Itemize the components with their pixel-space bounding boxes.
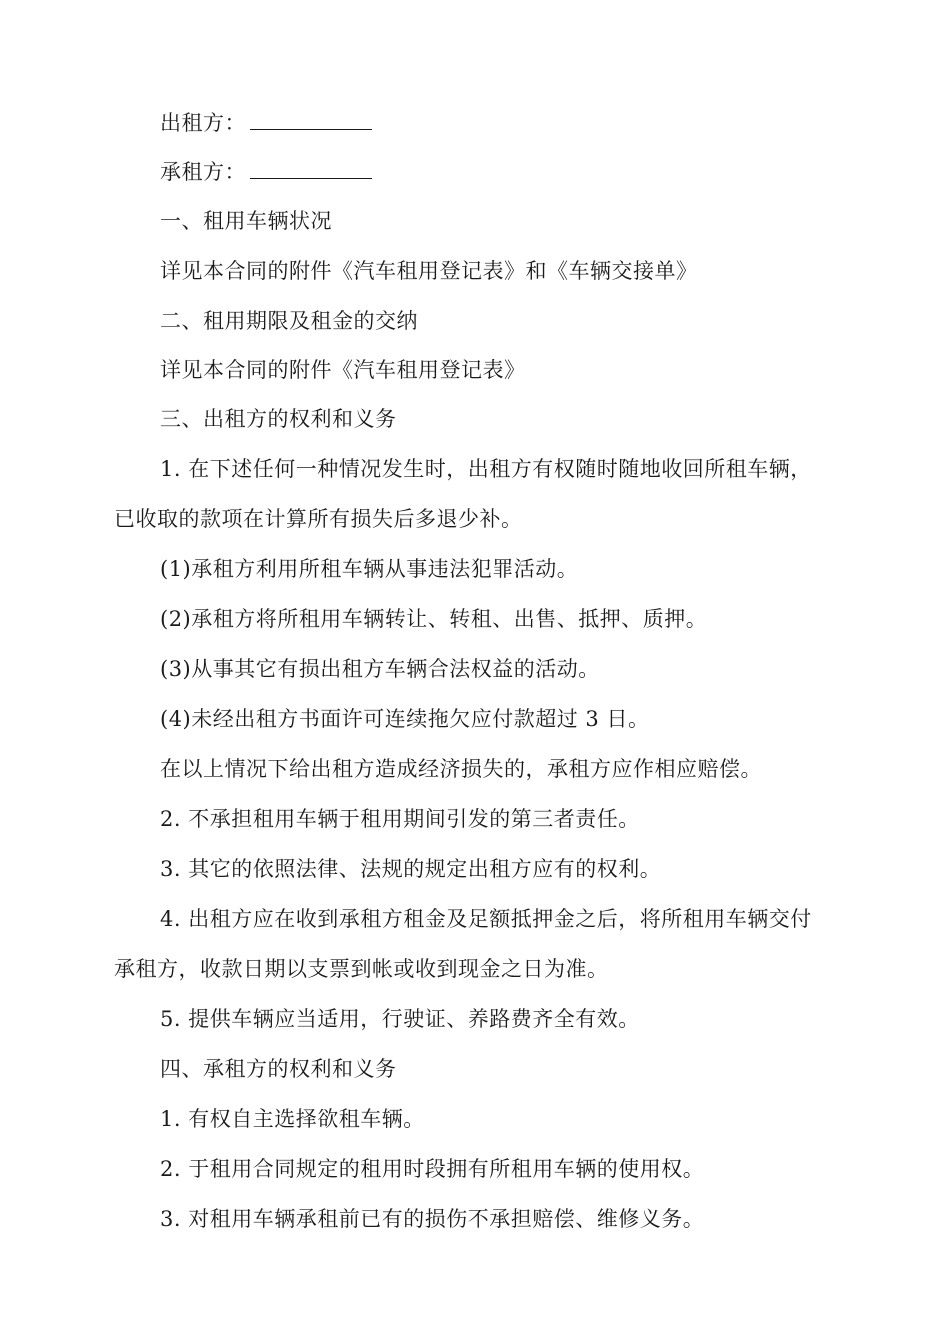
- lessor-blank: [250, 111, 372, 130]
- section-3-item-1-line-2: 已收取的款项在计算所有损失后多退少补。: [114, 507, 523, 531]
- section-3-item-4-line-2: 承租方，收款日期以支票到帐或收到现金之日为准。: [114, 957, 609, 981]
- section-3-item-1-line-1: 1. 在下述任何一种情况发生时，出租方有权随时随地收回所租车辆，: [160, 457, 812, 481]
- section-3-clause-1: (1)承租方利用所租车辆从事违法犯罪活动。: [160, 557, 579, 581]
- section-3-title: 三、出租方的权利和义务: [160, 407, 397, 431]
- section-3-item-2: 2. 不承担租用车辆于租用期间引发的第三者责任。: [160, 807, 640, 831]
- section-4-item-2: 2. 于租用合同规定的租用时段拥有所租用车辆的使用权。: [160, 1157, 705, 1181]
- lessee-label: 承租方：: [160, 160, 246, 184]
- section-2-paragraph: 详见本合同的附件《汽车租用登记表》: [160, 358, 526, 382]
- section-3-clause-4: (4)未经出租方书面许可连续拖欠应付款超过 3 日。: [160, 707, 650, 731]
- lessor-line: [0, 108, 950, 138]
- section-3-clause-2: (2)承租方将所租用车辆转让、转租、出售、抵押、质押。: [160, 607, 708, 631]
- section-3-item-3: 3. 其它的依照法律、法规的规定出租方应有的权利。: [160, 857, 662, 881]
- section-3-clause-5: 在以上情况下给出租方造成经济损失的，承租方应作相应赔偿。: [160, 757, 762, 781]
- section-1-title: 一、租用车辆状况: [160, 209, 332, 233]
- lessee-blank: [250, 160, 372, 179]
- section-2-title: 二、租用期限及租金的交纳: [160, 309, 418, 333]
- section-3-clause-3: (3)从事其它有损出租方车辆合法权益的活动。: [160, 657, 600, 681]
- section-3-item-4-line-1: 4. 出租方应在收到承租方租金及足额抵押金之后，将所租用车辆交付: [160, 907, 812, 931]
- lessee-line: [0, 157, 950, 187]
- lessor-label: 出租方：: [160, 111, 246, 135]
- section-1-paragraph: 详见本合同的附件《汽车租用登记表》和《车辆交接单》: [160, 259, 698, 283]
- section-4-title: 四、承租方的权利和义务: [160, 1057, 397, 1081]
- section-4-item-1: 1. 有权自主选择欲租车辆。: [160, 1107, 425, 1131]
- section-4-item-3: 3. 对租用车辆承租前已有的损伤不承担赔偿、维修义务。: [160, 1207, 705, 1231]
- section-3-item-5: 5. 提供车辆应当适用，行驶证、养路费齐全有效。: [160, 1007, 640, 1031]
